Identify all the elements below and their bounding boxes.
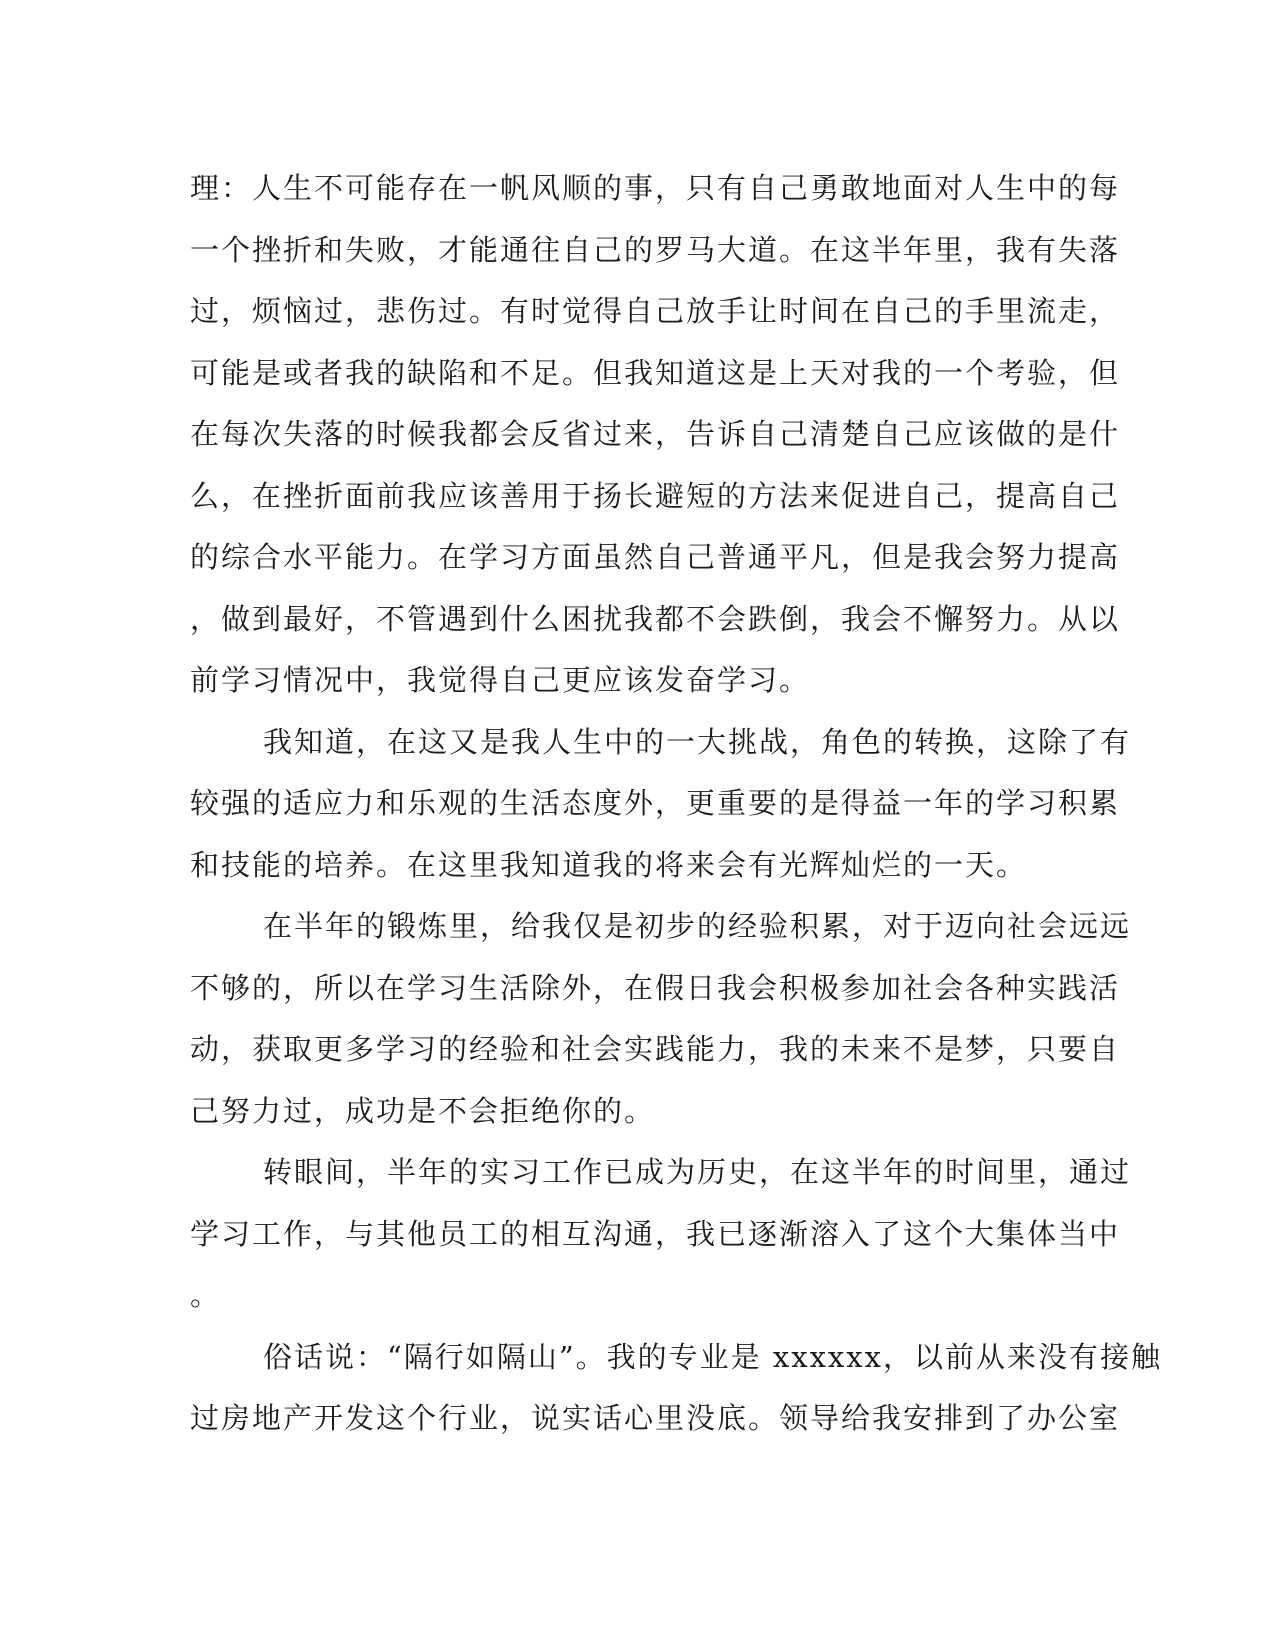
paragraph-1 (190, 158, 1121, 712)
document-body (190, 158, 1163, 1450)
paragraph-3 (190, 896, 1132, 1142)
paragraph-2 (190, 712, 1132, 897)
paragraph-line: 和技能的培养。在这里我知道我的将来会有光辉灿烂的一天。 (190, 847, 1028, 882)
paragraph-line: 不够的，所以在学习生活除外，在假日我会积极参加社会各种实践活 (190, 970, 1121, 1005)
paragraph-line: 可能是或者我的缺陷和不足。但我知道这是上天对我的一个考验，但 (190, 355, 1121, 390)
paragraph-line: 么，在挫折面前我应该善用于扬长避短的方法来促进自己，提高自己 (190, 478, 1121, 513)
paragraph-line: 的综合水平能力。在学习方面虽然自己普通平凡，但是我会努力提高 (190, 540, 1121, 574)
paragraph-line: ，做到最好，不管遇到什么困扰我都不会跌倒，我会不懈努力。从以 (190, 601, 1121, 636)
paragraph-line: 转眼间，半年的实习工作已成为历史，在这半年的时间里，通过 (263, 1155, 1132, 1189)
paragraph-line: 俗话说：“隔行如隔山”。我的专业是 xxxxxx，以前从来没有接触 (263, 1339, 1163, 1374)
paragraph-5 (190, 1327, 1163, 1450)
paragraph-line: 。 (190, 1278, 222, 1312)
paragraph-line: 己努力过，成功是不会拒绝你的。 (190, 1093, 656, 1128)
paragraph-4 (190, 1142, 1132, 1327)
paragraph-line: 过房地产开发这个行业，说实话心里没底。领导给我安排到了办公室 (190, 1401, 1121, 1435)
paragraph-line: 学习工作，与其他员工的相互沟通，我已逐渐溶入了这个大集体当中 (190, 1216, 1121, 1251)
paragraph-line: 在每次失落的时候我都会反省过来，告诉自己清楚自己应该做的是什 (190, 417, 1121, 451)
paragraph-line: 较强的适应力和乐观的生活态度外，更重要的是得益一年的学习积累 (190, 786, 1121, 820)
paragraph-line: 一个挫折和失败，才能通往自己的罗马大道。在这半年里，我有失落 (190, 232, 1121, 267)
paragraph-line: 理：人生不可能存在一帆风顺的事，只有自己勇敢地面对人生中的每 (190, 171, 1121, 205)
paragraph-line: 我知道，在这又是我人生中的一大挑战，角色的转换，这除了有 (263, 724, 1132, 759)
paragraph-line: 前学习情况中，我觉得自己更应该发奋学习。 (190, 663, 811, 697)
paragraph-line: 动，获取更多学习的经验和社会实践能力，我的未来不是梦，只要自 (190, 1032, 1121, 1066)
paragraph-line: 在半年的锻炼里，给我仅是初步的经验积累，对于迈向社会远远 (263, 909, 1132, 943)
paragraph-line: 过，烦恼过，悲伤过。有时觉得自己放手让时间在自己的手里流走， (190, 294, 1121, 328)
